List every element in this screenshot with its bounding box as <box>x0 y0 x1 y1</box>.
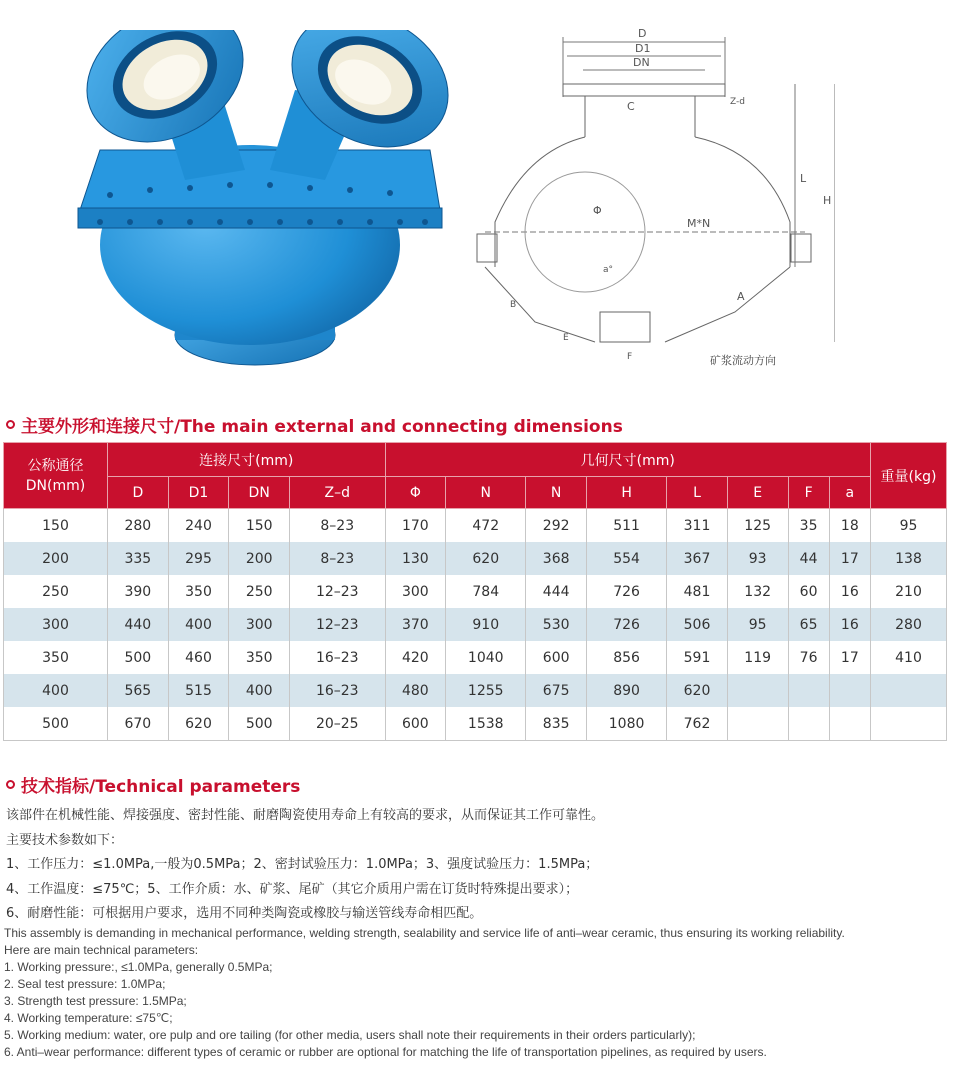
table-cell <box>788 674 829 707</box>
subheader-cell: F <box>788 477 829 509</box>
table-cell <box>829 707 870 741</box>
table-cell: 530 <box>526 608 587 641</box>
table-cell: 17 <box>829 641 870 674</box>
label-a-outlet: A <box>737 290 745 303</box>
table-cell: 390 <box>108 575 169 608</box>
table-cell: 8–23 <box>290 542 385 575</box>
param-en-line: 1. Working pressure:, ≤1.0MPa, generally 0.5MPa; <box>4 960 273 974</box>
table-cell: 119 <box>727 641 788 674</box>
table-cell: 890 <box>587 674 667 707</box>
header-geometry: 几何尺寸(mm) <box>385 443 871 477</box>
flow-direction-label: 矿浆流动方向 <box>710 354 776 367</box>
table-cell: 835 <box>526 707 587 741</box>
table-cell: 856 <box>587 641 667 674</box>
label-f: F <box>627 352 633 362</box>
table-cell: 440 <box>108 608 169 641</box>
product-photo <box>70 30 450 390</box>
table-cell: 511 <box>587 509 667 543</box>
table-cell: 60 <box>788 575 829 608</box>
table-cell: 250 <box>4 575 108 608</box>
table-cell: 410 <box>871 641 947 674</box>
param-en-line: 5. Working medium: water, ore pulp and ore tailing (for other media, users shall note their requirements in their orders particularly); <box>4 1028 696 1042</box>
table-cell: 300 <box>4 608 108 641</box>
table-cell: 500 <box>108 641 169 674</box>
table-cell: 726 <box>587 575 667 608</box>
param-en-line: 4. Working temperature: ≤75℃; <box>4 1011 173 1025</box>
table-cell: 554 <box>587 542 667 575</box>
table-cell: 675 <box>526 674 587 707</box>
table-cell: 311 <box>667 509 728 543</box>
subheader-cell: a <box>829 477 870 509</box>
param-en-line: 6. Anti–wear performance: different types of ceramic or rubber are optional for matching the life of transportation pipelines, as required by users. <box>4 1045 767 1059</box>
table-cell <box>871 674 947 707</box>
table-cell: 670 <box>108 707 169 741</box>
table-cell <box>871 707 947 741</box>
table-cell: 18 <box>829 509 870 543</box>
table-cell: 93 <box>727 542 788 575</box>
label-phi: Φ <box>593 204 602 217</box>
table-cell: 300 <box>229 608 290 641</box>
table-cell: 506 <box>667 608 728 641</box>
subheader-cell: Φ <box>385 477 446 509</box>
table-cell: 150 <box>4 509 108 543</box>
table-cell: 16 <box>829 608 870 641</box>
param-en-line: 2. Seal test pressure: 1.0MPa; <box>4 977 166 991</box>
param-en-line: Here are main technical parameters: <box>4 943 199 957</box>
table-cell: 35 <box>788 509 829 543</box>
table-cell: 1040 <box>446 641 526 674</box>
table-cell: 620 <box>667 674 728 707</box>
table-cell: 784 <box>446 575 526 608</box>
section-title-parameters: 技术指标/Technical parameters <box>21 777 301 797</box>
label-c: C <box>627 100 635 113</box>
table-cell: 726 <box>587 608 667 641</box>
table-cell: 472 <box>446 509 526 543</box>
section-header-parameters <box>6 772 300 797</box>
section-title-dimensions: 主要外形和连接尺寸/The main external and connecting dimensions <box>21 417 623 437</box>
table-cell: 565 <box>108 674 169 707</box>
subheader-cell: DN <box>229 477 290 509</box>
table-cell: 280 <box>871 608 947 641</box>
label-b: B <box>510 300 517 310</box>
table-cell: 295 <box>168 542 229 575</box>
table-cell: 350 <box>229 641 290 674</box>
table-row <box>4 542 947 575</box>
table-cell: 8–23 <box>290 509 385 543</box>
table-cell: 444 <box>526 575 587 608</box>
table-cell: 200 <box>229 542 290 575</box>
subheader-cell: H <box>587 477 667 509</box>
subheader-cell: N <box>446 477 526 509</box>
param-cn-line: 4、工作温度：≤75℃；5、工作介质：水、矿浆、尾矿（其它介质用户需在订货时特殊提出要求）； <box>6 881 579 897</box>
param-en-line: This assembly is demanding in mechanical performance, welding strength, sealability and service life of anti–wear ceramic, thus ensuring its working reliability. <box>4 926 845 940</box>
subheader-cell: L <box>667 477 728 509</box>
header-connect: 连接尺寸(mm) <box>108 443 386 477</box>
table-cell: 367 <box>667 542 728 575</box>
table-cell: 292 <box>526 509 587 543</box>
label-a: a° <box>603 265 614 275</box>
table-cell: 138 <box>871 542 947 575</box>
table-cell: 500 <box>4 707 108 741</box>
table-cell: 350 <box>168 575 229 608</box>
table-cell: 1255 <box>446 674 526 707</box>
table-cell: 280 <box>108 509 169 543</box>
subheader-cell: D1 <box>168 477 229 509</box>
table-cell: 350 <box>4 641 108 674</box>
table-row <box>4 641 947 674</box>
table-cell: 240 <box>168 509 229 543</box>
param-cn-line: 该部件在机械性能、焊接强度、密封性能、耐磨陶瓷使用寿命上有较高的要求，从而保证其工作可靠性。 <box>6 808 605 823</box>
label-mn: M*N <box>687 217 711 230</box>
table-cell <box>727 674 788 707</box>
table-cell: 500 <box>229 707 290 741</box>
table-cell: 210 <box>871 575 947 608</box>
table-row <box>4 674 947 707</box>
table-cell: 132 <box>727 575 788 608</box>
table-cell: 1080 <box>587 707 667 741</box>
table-cell: 335 <box>108 542 169 575</box>
table-cell: 400 <box>229 674 290 707</box>
table-cell: 620 <box>446 542 526 575</box>
bullet-circle-icon <box>6 780 15 789</box>
subheader-cell: Z–d <box>290 477 385 509</box>
subheader-cell: D <box>108 477 169 509</box>
header-dn: 公称通径 DN(mm) <box>4 443 108 509</box>
table-cell: 65 <box>788 608 829 641</box>
table-cell <box>788 707 829 741</box>
subheader-row <box>4 477 947 509</box>
param-cn-line: 1、工作压力：≤1.0MPa,一般为0.5MPa；2、密封试验压力：1.0MPa；3、强度试验压力：1.5MPa； <box>6 857 599 872</box>
table-cell: 125 <box>727 509 788 543</box>
table-cell: 20–25 <box>290 707 385 741</box>
table-cell: 600 <box>526 641 587 674</box>
header-weight: 重量(kg) <box>871 443 947 509</box>
label-d: D <box>638 27 647 40</box>
table-cell: 400 <box>4 674 108 707</box>
table-cell: 460 <box>168 641 229 674</box>
table-cell: 762 <box>667 707 728 741</box>
table-cell: 200 <box>4 542 108 575</box>
section-header-dimensions <box>6 412 623 437</box>
table-cell <box>829 674 870 707</box>
table-cell: 1538 <box>446 707 526 741</box>
table-cell: 620 <box>168 707 229 741</box>
subheader-cell: E <box>727 477 788 509</box>
table-row <box>4 707 947 741</box>
table-cell: 910 <box>446 608 526 641</box>
label-h: H <box>823 194 832 207</box>
label-dn: DN <box>633 56 650 69</box>
param-en-line: 3. Strength test pressure: 1.5MPa; <box>4 994 187 1008</box>
subheader-cell: N <box>526 477 587 509</box>
parameters-chinese <box>6 804 604 927</box>
table-row <box>4 608 947 641</box>
table-cell: 12–23 <box>290 608 385 641</box>
table-cell: 400 <box>168 608 229 641</box>
bullet-circle-icon <box>6 420 15 429</box>
table-cell: 76 <box>788 641 829 674</box>
table-cell: 16–23 <box>290 674 385 707</box>
table-cell: 420 <box>385 641 446 674</box>
table-cell: 368 <box>526 542 587 575</box>
table-cell: 591 <box>667 641 728 674</box>
label-zd: Z-d <box>730 97 745 107</box>
label-d1: D1 <box>635 42 651 55</box>
table-row <box>4 575 947 608</box>
table-cell: 16–23 <box>290 641 385 674</box>
table-cell: 250 <box>229 575 290 608</box>
table-cell: 16 <box>829 575 870 608</box>
param-cn-line: 主要技术参数如下： <box>6 832 124 848</box>
table-cell: 17 <box>829 542 870 575</box>
table-cell: 300 <box>385 575 446 608</box>
technical-drawing <box>455 22 835 382</box>
table-cell: 95 <box>871 509 947 543</box>
table-cell: 150 <box>229 509 290 543</box>
table-cell: 130 <box>385 542 446 575</box>
table-cell: 95 <box>727 608 788 641</box>
table-cell: 481 <box>667 575 728 608</box>
table-cell: 480 <box>385 674 446 707</box>
table-cell: 12–23 <box>290 575 385 608</box>
table-row <box>4 509 947 543</box>
table-cell: 44 <box>788 542 829 575</box>
param-cn-line: 6、耐磨性能：可根据用户要求，选用不同种类陶瓷或橡胶与输送管线寿命相匹配。 <box>6 906 483 921</box>
table-cell: 170 <box>385 509 446 543</box>
label-e: E <box>563 333 569 343</box>
table-cell: 515 <box>168 674 229 707</box>
table-body <box>4 509 947 741</box>
dimensions-table <box>3 442 947 741</box>
table-cell: 370 <box>385 608 446 641</box>
label-l: L <box>800 172 807 185</box>
table-cell: 600 <box>385 707 446 741</box>
parameters-english <box>4 925 966 1061</box>
table-cell <box>727 707 788 741</box>
